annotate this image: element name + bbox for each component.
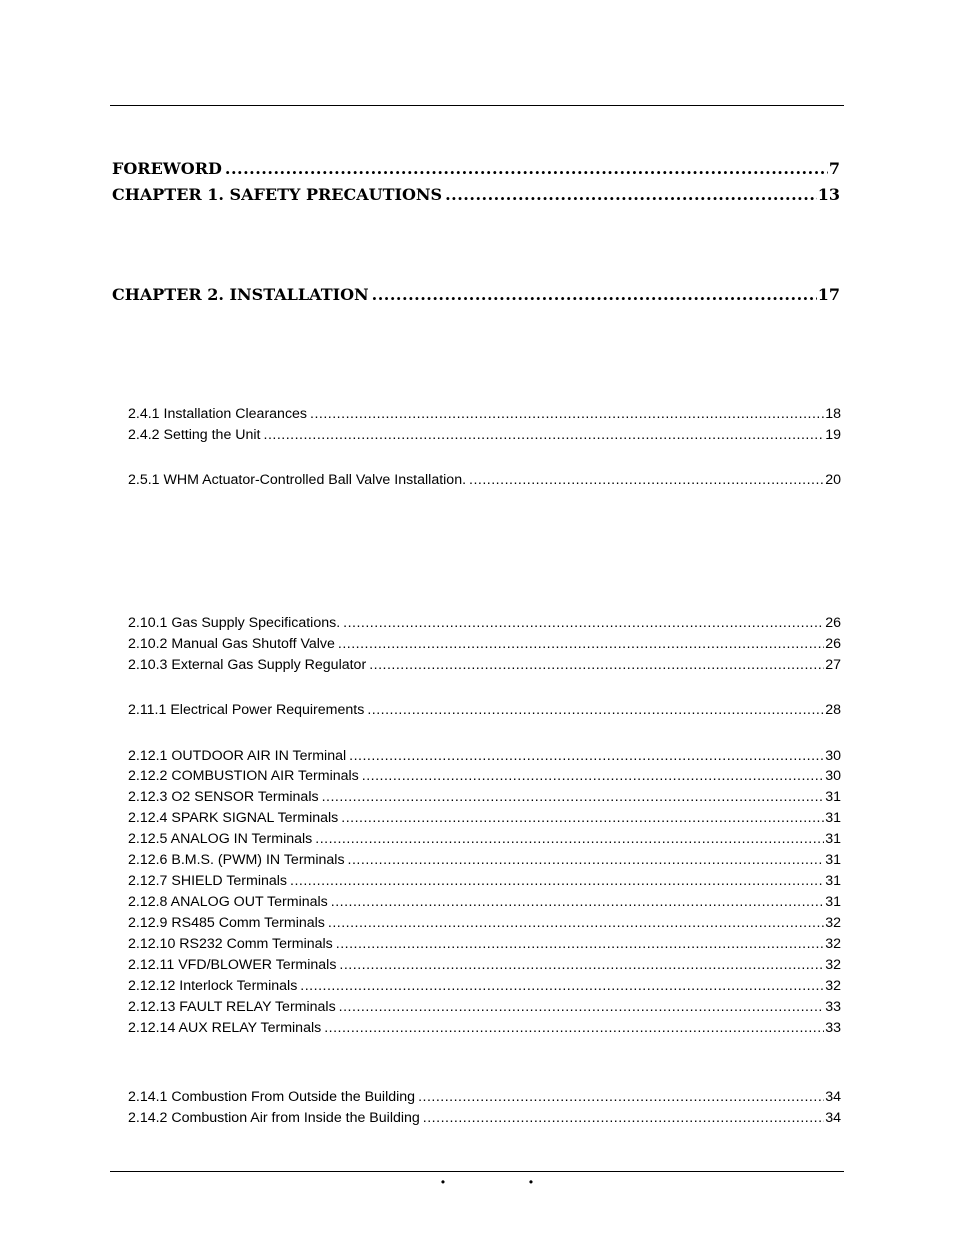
toc-entry[interactable] xyxy=(128,404,841,424)
toc-page-number: 32 xyxy=(825,957,841,973)
toc-dot-leader xyxy=(310,404,824,424)
toc-entry[interactable] xyxy=(128,700,841,720)
toc-page-number: 20 xyxy=(825,472,841,488)
toc-entry[interactable] xyxy=(128,976,841,996)
toc-page-number: 32 xyxy=(825,915,841,931)
toc-page-number: 30 xyxy=(825,748,841,764)
toc-page-number: 19 xyxy=(825,427,841,443)
toc-entry[interactable] xyxy=(128,871,841,891)
toc-page-number: 26 xyxy=(825,636,841,652)
toc-dot-leader xyxy=(324,1018,824,1038)
toc-page-number: 31 xyxy=(825,894,841,910)
toc-entry-title: 2.12.4 SPARK SIGNAL Terminals xyxy=(128,810,339,826)
toc-entry-title: 2.4.1 Installation Clearances xyxy=(128,406,308,422)
toc-entry[interactable] xyxy=(128,655,841,675)
toc-entry-title: 2.12.8 ANALOG OUT Terminals xyxy=(128,894,328,910)
toc-dot-leader xyxy=(225,158,828,180)
toc-entry-title: 2.12.11 VFD/BLOWER Terminals xyxy=(128,957,337,973)
toc-page-number: 17 xyxy=(817,285,840,304)
toc-entry[interactable] xyxy=(128,808,841,828)
toc-entry-title: 2.12.2 COMBUSTION AIR Terminals xyxy=(128,768,359,784)
toc-entry[interactable] xyxy=(128,913,841,933)
toc-entry-title: CHAPTER 1. SAFETY PRECAUTIONS xyxy=(112,185,443,204)
toc-entry-title: 2.12.10 RS232 Comm Terminals xyxy=(128,936,333,952)
toc-entry-foreword[interactable] xyxy=(112,158,840,180)
toc-dot-leader xyxy=(322,787,825,807)
toc-entry-chapter-2[interactable] xyxy=(112,284,840,306)
toc-page-number: 28 xyxy=(825,702,841,718)
toc-entry[interactable] xyxy=(128,746,841,766)
toc-page-number: 30 xyxy=(825,768,841,784)
toc-dot-leader xyxy=(348,850,825,870)
toc-entry-title: 2.12.13 FAULT RELAY Terminals xyxy=(128,999,336,1015)
footer-bullet: • xyxy=(528,1175,534,1189)
toc-page-number: 7 xyxy=(828,159,840,178)
toc-entry[interactable] xyxy=(128,787,841,807)
toc-dot-leader xyxy=(418,1087,824,1107)
toc-dot-leader xyxy=(369,655,824,675)
toc-dot-leader xyxy=(328,913,824,933)
footer-rule xyxy=(110,1171,844,1172)
toc-page-number: 18 xyxy=(825,406,841,422)
toc-dot-leader xyxy=(445,184,817,206)
toc-entry-title: 2.14.1 Combustion From Outside the Building xyxy=(128,1089,416,1105)
toc-dot-leader xyxy=(423,1108,824,1128)
toc-entry-title: 2.4.2 Setting the Unit xyxy=(128,427,261,443)
toc-dot-leader xyxy=(300,976,824,996)
toc-entry-title: FOREWORD xyxy=(112,159,222,178)
toc-page-number: 31 xyxy=(825,810,841,826)
toc-dot-leader xyxy=(315,829,824,849)
toc-entry-title: 2.10.1 Gas Supply Specifications. xyxy=(128,615,341,631)
toc-dot-leader xyxy=(336,934,824,954)
toc-dot-leader xyxy=(362,766,824,786)
toc-page-number: 32 xyxy=(825,936,841,952)
toc-page-number: 31 xyxy=(825,852,841,868)
toc-dot-leader xyxy=(469,470,824,490)
toc-entry[interactable] xyxy=(128,829,841,849)
toc-entry[interactable] xyxy=(128,1018,841,1038)
toc-dot-leader xyxy=(338,634,824,654)
toc-page-number: 31 xyxy=(825,789,841,805)
toc-page-number: 31 xyxy=(825,831,841,847)
toc-entry-title: 2.12.9 RS485 Comm Terminals xyxy=(128,915,325,931)
toc-entry-title: 2.12.12 Interlock Terminals xyxy=(128,978,298,994)
toc-entry-title: 2.12.5 ANALOG IN Terminals xyxy=(128,831,313,847)
toc-entry-title: 2.14.2 Combustion Air from Inside the Building xyxy=(128,1110,420,1126)
toc-dot-leader xyxy=(367,700,824,720)
toc-entry[interactable] xyxy=(128,634,841,654)
toc-entry[interactable] xyxy=(128,766,841,786)
toc-page-number: 13 xyxy=(817,185,840,204)
toc-dot-leader xyxy=(331,892,824,912)
header-rule xyxy=(110,105,844,106)
toc-entry-title: 2.12.1 OUTDOOR AIR IN Terminal xyxy=(128,748,347,764)
toc-entry[interactable] xyxy=(128,934,841,954)
toc-dot-leader xyxy=(264,425,825,445)
toc-page-number: 33 xyxy=(825,1020,841,1036)
toc-entry[interactable] xyxy=(128,850,841,870)
toc-dot-leader xyxy=(341,808,824,828)
toc-entry-title: 2.11.1 Electrical Power Requirements xyxy=(128,702,365,718)
toc-dot-leader xyxy=(343,613,824,633)
toc-entry[interactable] xyxy=(128,613,841,633)
toc-entry-title: 2.12.14 AUX RELAY Terminals xyxy=(128,1020,322,1036)
toc-page-number: 31 xyxy=(825,873,841,889)
toc-dot-leader xyxy=(339,997,825,1017)
toc-entry-title: 2.10.2 Manual Gas Shutoff Valve xyxy=(128,636,335,652)
toc-entry-title: CHAPTER 2. INSTALLATION xyxy=(112,285,369,304)
toc-entry[interactable] xyxy=(128,470,841,490)
toc-page-number: 27 xyxy=(825,657,841,673)
toc-entry[interactable] xyxy=(128,1087,841,1107)
toc-entry-title: 2.12.6 B.M.S. (PWM) IN Terminals xyxy=(128,852,345,868)
toc-entry-title: 2.12.7 SHIELD Terminals xyxy=(128,873,288,889)
toc-entry[interactable] xyxy=(128,1108,841,1128)
footer-bullet: • xyxy=(440,1175,446,1189)
toc-page-number: 34 xyxy=(825,1089,841,1105)
toc-dot-leader xyxy=(290,871,824,891)
toc-entry-title: 2.5.1 WHM Actuator-Controlled Ball Valve Installation. xyxy=(128,472,467,488)
toc-entry-chapter-1[interactable] xyxy=(112,184,840,206)
toc-page-number: 33 xyxy=(825,999,841,1015)
toc-entry-title: 2.10.3 External Gas Supply Regulator xyxy=(128,657,367,673)
toc-page-number: 26 xyxy=(825,615,841,631)
toc-page-number: 34 xyxy=(825,1110,841,1126)
toc-entry-title: 2.12.3 O2 SENSOR Terminals xyxy=(128,789,319,805)
toc-dot-leader xyxy=(339,955,824,975)
toc-dot-leader xyxy=(349,746,824,766)
toc-entry[interactable] xyxy=(128,425,841,445)
toc-entry[interactable] xyxy=(128,892,841,912)
toc-dot-leader xyxy=(372,284,817,306)
toc-entry[interactable] xyxy=(128,997,841,1017)
toc-page-number: 32 xyxy=(825,978,841,994)
toc-entry[interactable] xyxy=(128,955,841,975)
